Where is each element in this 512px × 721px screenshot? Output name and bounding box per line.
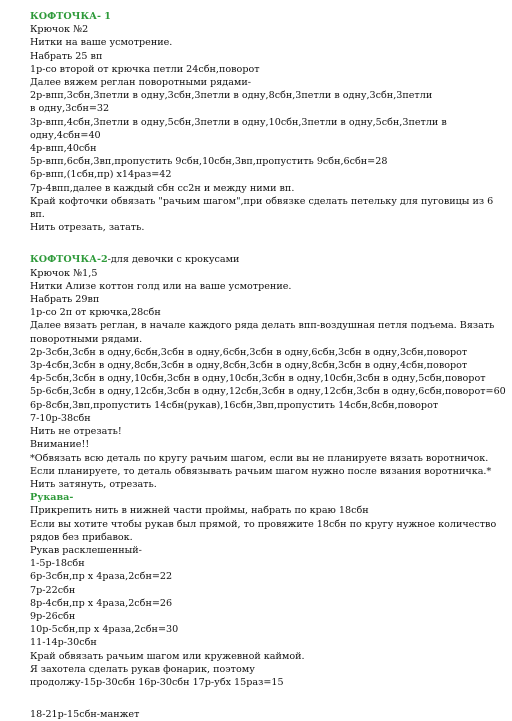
section2-line: Нитки Ализе коттон голд или на ваше усмотрение.	[30, 280, 292, 292]
section3-line: Я захотела сделать рукав фонарик, поэтому	[30, 663, 255, 675]
section1-line: Край кофточки обвязать "рачьим шагом",при обвязке сделать петельку для пуговицы из 6	[30, 195, 494, 207]
section2-line: Нить затянуть, отрезать.	[30, 478, 157, 490]
section3-line: Если вы хотите чтобы рукав был прямой, то провяжите 18сбн по кругу нужное количество	[30, 518, 497, 530]
section1-line: Далее вяжем реглан поворотными рядами-	[30, 77, 252, 89]
section3-line: рядов без прибавок.	[30, 531, 133, 543]
section1-line: 5р-впп,6сбн,3вп,пропустить 9сбн,10сбн,3вп,пропустить 9сбн,6сбн=28	[30, 156, 388, 168]
section2-line: Внимание!!	[30, 439, 90, 451]
section2-title: КОФТОЧКА-2	[30, 254, 108, 266]
section3-line: 11-14р-30сбн	[30, 637, 97, 649]
section1-line: вп.	[30, 209, 45, 221]
section3-line: 6р-3сбн,пр х 4раза,2сбн=22	[30, 571, 173, 583]
section2-line: Далее вязать реглан, в начале каждого ряда делать впп-воздушная петля подъема. Вязать	[30, 320, 495, 332]
document-page	[30, 10, 506, 721]
section2-line: 1р-со 2п от крючка,28сбн	[30, 307, 161, 319]
section2-line: 7-10р-38сбн	[30, 412, 91, 424]
section2-subtitle: -для девочки с крокусами	[107, 254, 240, 266]
section2-line: 6р-8сбн,3вп,пропустить 14сбн(рукав),16сбн,3вп,пропустить 14сбн,8сбн,поворот	[30, 399, 439, 411]
section3-line: продолжу-15р-30сбн 16р-30сбн 17р-убх 15раз=15	[30, 676, 284, 688]
section2-line: 3р-4сбн,3сбн в одну,8сбн,3сбн в одну,8сбн,3сбн в одну,8сбн,3сбн в одну,4сбн,поворот	[30, 360, 468, 372]
section3-line: Прикрепить нить в нижней части проймы, набрать по краю 18сбн	[30, 505, 369, 517]
section2-line: *Обвязать всю деталь по кругу рачьим шагом, если вы не планируете вязать воротничок.	[30, 452, 489, 464]
section2-line: поворотными рядами.	[30, 333, 143, 345]
section1-line: 6р-впп,(1сбн,пр) х14раз=42	[30, 169, 172, 181]
section1-title: КОФТОЧКА- 1	[30, 11, 111, 22]
section3-line: Край обвязать рачьим шагом или кружевной каймой.	[30, 650, 305, 662]
section2-line: 2р-3сбн,3сбн в одну,6сбн,3сбн в одну,6сбн,3сбн в одну,6сбн,3сбн в одну,3сбн,поворот	[30, 346, 468, 358]
section1-line: 7р-4впп,далее в каждый сбн сс2н и между ними вп.	[30, 182, 295, 194]
section2-line: Набрать 29вп	[30, 294, 100, 306]
section1-line: 3р-впп,4сбн,3петли в одну,5сбн,3петли в одну,10сбн,3петли в одну,5сбн,3петли в	[30, 116, 447, 128]
section3-line: 9р-26сбн	[30, 610, 76, 622]
footer-line: 18-21р-15сбн-манжет	[30, 709, 140, 721]
section3-line: 1-5р-18сбн	[30, 558, 85, 570]
section2-line: Если планируете, то деталь обвязывать рачьим шагом нужно после вязания воротничка.*	[30, 465, 492, 477]
section3-line: Рукав расклешенный-	[30, 544, 142, 556]
section3-title: Рукава-	[30, 492, 74, 504]
section2-line: Крючок №1,5	[30, 267, 98, 279]
section1-body	[30, 23, 500, 234]
section3-body	[30, 504, 500, 689]
section1-line: в одну,3сбн=32	[30, 103, 110, 115]
section1-line: 1р-со второй от крючка петли 24сбн,поворот	[30, 63, 260, 75]
section1-line: Нить отрезать, затать.	[30, 222, 145, 234]
section2-line: 5р-6сбн,3сбн в одну,12сбн,3сбн в одну,12сбн,3сбн в одну,12сбн,3сбн в одну,6сбн,поворот=60	[30, 386, 506, 398]
section2-heading	[30, 253, 500, 266]
section1-line: 4р-впп,40сбн	[30, 143, 97, 155]
section2-line: 4р-5сбн,3сбн в одну,10сбн,3сбн в одну,10сбн,3сбн в одну,10сбн,3сбн в одну,5сбн,поворот	[30, 373, 486, 385]
section1-line: Крючок №2	[30, 24, 89, 36]
section3-line: 7р-22сбн	[30, 584, 76, 596]
section3-line: 10р-5сбн,пр х 4раза,2сбн=30	[30, 624, 179, 636]
section1-line: 2р-впп,3сбн,3петли в одну,3сбн,3петли в одну,8сбн,3петли в одну,3сбн,3петли	[30, 90, 433, 102]
section1-line: Набрать 25 вп	[30, 50, 103, 62]
section1-line: одну,4сбн=40	[30, 129, 101, 141]
section2-body	[30, 267, 506, 491]
section2-line: Нить не отрезать!	[30, 426, 122, 438]
section1-line: Нитки на ваше усмотрение.	[30, 37, 173, 49]
section3-line: 8р-4сбн,пр х 4раза,2сбн=26	[30, 597, 173, 609]
